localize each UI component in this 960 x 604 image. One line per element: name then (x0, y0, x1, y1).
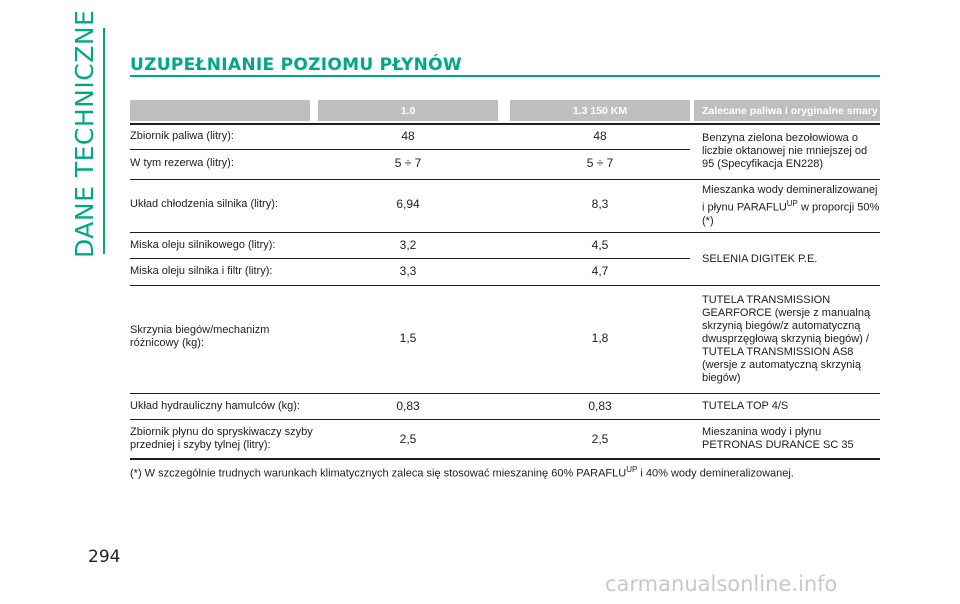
table-header-empty (130, 100, 310, 121)
table-recommendation-coolant (702, 183, 880, 229)
table-row-value-1-3: 8,3 (591, 196, 609, 211)
table-rule-bottom (130, 458, 880, 460)
table-row-value-1-0: 3,3 (399, 263, 417, 278)
paraflu-superscript: UP (786, 199, 798, 209)
table-row-label: Miska oleju silnika i filtr (litry): (130, 264, 273, 277)
table-rule (130, 393, 880, 394)
table-recommendation-fuel: Benzyna zielona bezołowiowa o liczbie oktanowej nie mniejszej od 95 (Specyfikacja EN228) (702, 131, 868, 170)
table-row-value-1-3: 48 (593, 128, 607, 143)
table-row-value-1-0: 3,2 (399, 237, 417, 252)
table-row-value-1-0: 1,5 (399, 330, 417, 345)
table-row-value-1-3: 4,7 (591, 263, 609, 278)
footnote-superscript: UP (626, 465, 638, 474)
table-header-recommendations: Zalecane paliwa i oryginalne smary (694, 100, 880, 121)
table-row-value-1-0: 5 ÷ 7 (394, 155, 422, 170)
table-rule (130, 285, 880, 286)
table-rule-partial (130, 258, 690, 259)
table-row-value-1-0: 6,94 (396, 196, 420, 211)
heading-rule (130, 75, 880, 77)
recommendation-text: w proporcji 50% (*) (702, 201, 880, 227)
table-row-label: W tym rezerwa (litry): (130, 156, 234, 169)
table-row-label: Układ hydrauliczny hamulców (kg): (130, 399, 300, 412)
table-rule (130, 419, 880, 420)
table-row-value-1-3: 0,83 (588, 398, 612, 413)
section-vertical-title: DANE TECHNICZNE (70, 9, 99, 258)
table-row-value-1-0: 0,83 (396, 398, 420, 413)
page-heading: UZUPEŁNIANIE POZIOMU PŁYNÓW (130, 55, 462, 75)
footnote-text: i 40% wody demineralizowanej. (637, 467, 794, 480)
table-row-label: Miska oleju silnikowego (litry): (130, 238, 276, 251)
page-number: 294 (88, 547, 121, 567)
table-row-label: Zbiornik płynu do spryskiwaczy szyby przedniej i szyby tylnej (litry): (130, 426, 313, 451)
recommendation-text: Mieszanka wody demineralizowanej i płynu PARAFLU (702, 184, 878, 214)
watermark: carmanualsonline.info (605, 572, 838, 596)
table-row-value-1-0: 48 (401, 128, 415, 143)
table-recommendation-engine-oil: SELENIA DIGITEK P.E. (702, 252, 818, 265)
table-row-value-1-3: 4,5 (591, 237, 609, 252)
footnote-text: (*) W szczególnie trudnych warunkach klimatycznych zaleca się stosować mieszaninę 60% PARAFLU (130, 467, 627, 480)
table-rule (130, 232, 880, 233)
table-rule-top (130, 123, 880, 125)
table-header-engine-1-3: 1.3 150 KM (510, 100, 690, 121)
table-recommendation-transmission: TUTELA TRANSMISSION GEARFORCE (wersje z manualną skrzynią biegów/z automatyczną dwusprzęgłową skrzynią biegów) / TUTELA TRANSMISSION AS8 (wersje z automatyczną skrzynią biegów) (702, 293, 871, 384)
table-recommendation-washer-fluid: Mieszanina wody i płynu PETRONAS DURANCE SC 35 (702, 426, 854, 451)
table-header-engine-1-0: 1.0 (318, 100, 498, 121)
table-recommendation-brake-fluid: TUTELA TOP 4/S (702, 399, 789, 412)
table-row-value-1-3: 1,8 (591, 330, 609, 345)
table-row-label: Zbiornik paliwa (litry): (130, 129, 234, 142)
table-rule (130, 179, 880, 180)
table-rule-partial (130, 149, 690, 150)
table-row-value-1-0: 2,5 (399, 431, 417, 446)
table-row-label: Układ chłodzenia silnika (litry): (130, 197, 278, 210)
section-vertical-rule (103, 28, 105, 254)
table-row-value-1-3: 5 ÷ 7 (586, 155, 614, 170)
table-row-label: Skrzynia biegów/mechanizm różnicowy (kg): (130, 324, 270, 349)
table-row-value-1-3: 2,5 (591, 431, 609, 446)
table-footnote (130, 465, 890, 480)
